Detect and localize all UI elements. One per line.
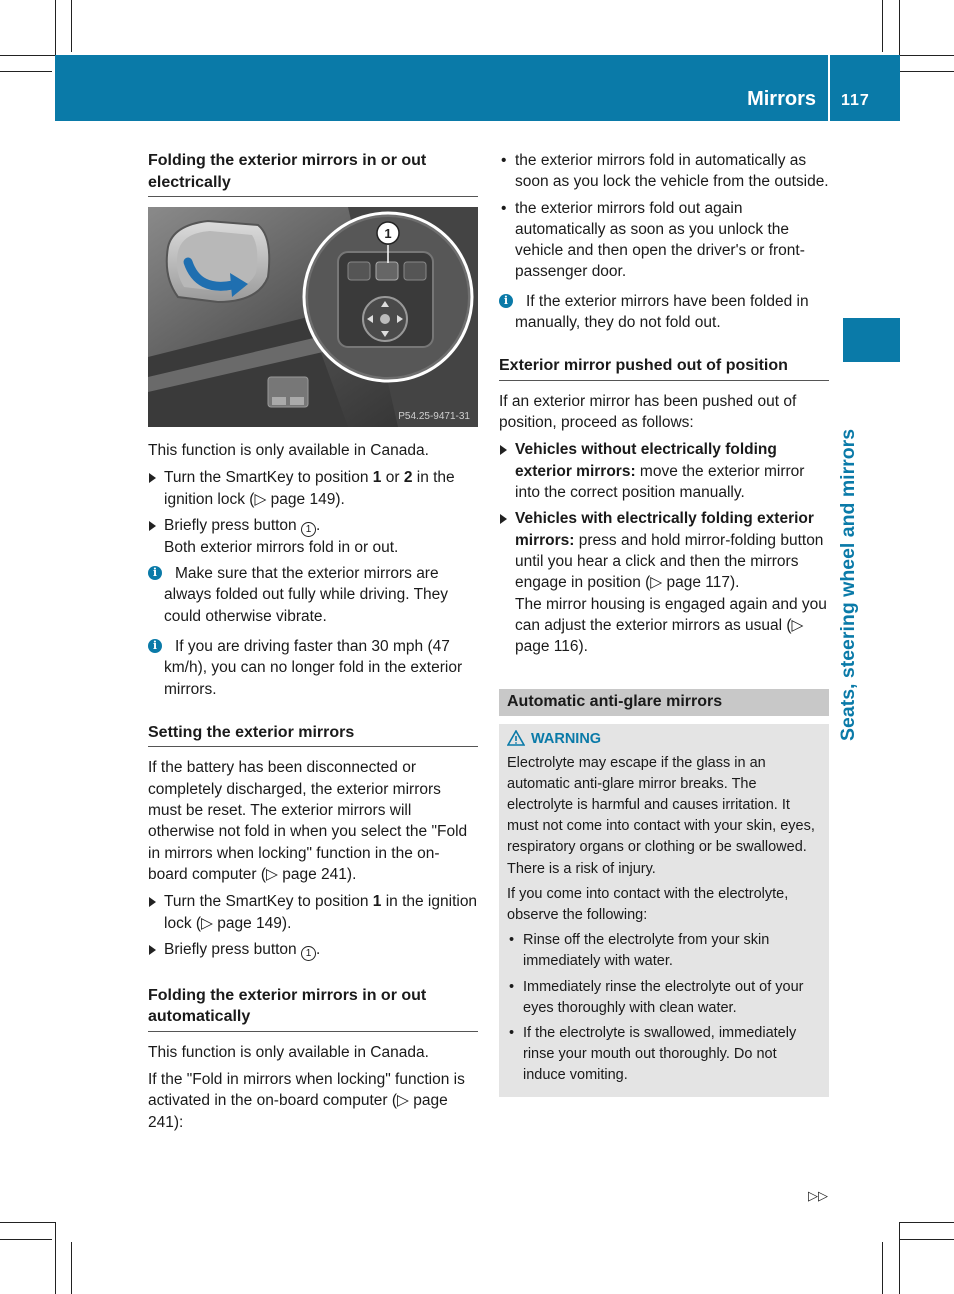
continuation-mark: ▷▷ bbox=[808, 1188, 828, 1203]
crop-mark bbox=[900, 55, 954, 56]
info-icon: i bbox=[499, 294, 513, 308]
figure-callout: 1 bbox=[384, 226, 392, 241]
paragraph: If the "Fold in mirrors when locking" function is activated in the on-board computer (▷ page 241): bbox=[148, 1071, 465, 1131]
crop-mark bbox=[71, 0, 72, 52]
crop-mark bbox=[0, 1222, 55, 1223]
section-heading: Folding the exterior mirrors in or out automatically bbox=[148, 985, 478, 1032]
info-note: i If you are driving faster than 30 mph (47 km/h), you can no longer fold in the exterior mirrors. bbox=[148, 636, 478, 700]
instruction-step: Turn the SmartKey to position 1 or 2 in the ignition lock (▷ page 149). bbox=[148, 467, 478, 510]
crop-mark bbox=[0, 71, 52, 72]
list-item: • Immediately rinse the electrolyte out of your eyes thoroughly with clean water. bbox=[507, 977, 821, 1019]
instruction-step: Briefly press button 1 . bbox=[148, 939, 478, 961]
info-icon: i bbox=[148, 566, 162, 580]
info-note: i Make sure that the exterior mirrors are always folded out fully while driving. They could otherwise vibrate. bbox=[148, 563, 478, 627]
list-item: • Rinse off the electrolyte from your skin immediately with water. bbox=[507, 930, 821, 972]
info-icon: i bbox=[148, 639, 162, 653]
crop-mark bbox=[900, 1222, 954, 1223]
list-item: • the exterior mirrors fold in automatically as soon as you lock the vehicle from the outside. bbox=[499, 150, 829, 193]
paragraph: If an exterior mirror has been pushed out of position, proceed as follows: bbox=[499, 392, 797, 432]
crop-mark bbox=[55, 1222, 56, 1294]
header-divider bbox=[828, 55, 830, 121]
figure-code: P54.25-9471-31 bbox=[398, 411, 470, 422]
crop-mark bbox=[900, 71, 954, 72]
crop-mark bbox=[55, 0, 56, 55]
info-note: i If the exterior mirrors have been folded in manually, they do not fold out. bbox=[499, 291, 829, 334]
right-column bbox=[499, 150, 829, 1097]
crop-mark bbox=[900, 1239, 954, 1240]
left-column bbox=[148, 150, 478, 1139]
crop-mark bbox=[0, 55, 55, 56]
chapter-label: Seats, steering wheel and mirrors bbox=[837, 428, 859, 741]
section-title: Mirrors bbox=[747, 88, 816, 110]
list-item: • the exterior mirrors fold out again automatically as soon as you unlock the vehicle and then open the driver's or front-passenger door. bbox=[499, 198, 829, 283]
button-callout: 1 bbox=[301, 522, 316, 537]
paragraph: If the battery has been disconnected or completely discharged, the exterior mirrors must be reset. The exterior mirrors will otherwise not fold in when you select the "Fold in mirrors when locking" function in the on-board computer (▷ page 241). bbox=[148, 759, 468, 883]
list-item: • If the electrolyte is swallowed, immediately rinse your mouth out thoroughly. Do not induce vomiting. bbox=[507, 1023, 821, 1087]
warning-paragraph: If you come into contact with the electrolyte, observe the following: bbox=[507, 885, 789, 924]
step-result: Both exterior mirrors fold in or out. bbox=[164, 538, 399, 556]
crop-mark bbox=[882, 0, 883, 52]
warning-icon bbox=[507, 730, 525, 746]
paragraph: This function is only available in Canada. bbox=[148, 1043, 429, 1061]
button-callout: 1 bbox=[301, 946, 316, 961]
section-heading: Folding the exterior mirrors in or out electrically bbox=[148, 150, 478, 197]
page-number: 117 bbox=[841, 92, 870, 109]
crop-mark bbox=[882, 1242, 883, 1294]
section-heading: Setting the exterior mirrors bbox=[148, 722, 478, 748]
instruction-step: Turn the SmartKey to position 1 in the ignition lock (▷ page 149). bbox=[148, 891, 478, 934]
step-result: The mirror housing is engaged again and you can adjust the exterior mirrors as usual (▷ page 116). bbox=[515, 595, 827, 656]
mirror-switch-figure bbox=[148, 207, 478, 427]
warning-title: WARNING bbox=[507, 729, 821, 750]
paragraph: This function is only available in Canada. bbox=[148, 442, 429, 459]
section-heading-shaded: Automatic anti-glare mirrors bbox=[499, 689, 829, 716]
section-heading: Exterior mirror pushed out of position bbox=[499, 355, 829, 381]
page-header bbox=[55, 55, 900, 121]
instruction-step: Briefly press button 1 . Both exterior mirrors fold in or out. bbox=[148, 515, 478, 558]
warning-paragraph: Electrolyte may escape if the glass in an automatic anti-glare mirror breaks. The electrolyte is harmful and causes irritation. It must not come into contact with your skin, eyes, respiratory organs or clothing or be swallowed. There is a risk of injury. bbox=[507, 754, 815, 877]
crop-mark bbox=[0, 1239, 52, 1240]
crop-mark bbox=[71, 1242, 72, 1294]
crop-mark bbox=[899, 1222, 900, 1294]
door-panel-illustration bbox=[148, 207, 478, 427]
warning-box bbox=[499, 724, 829, 1096]
instruction-step: Vehicles with electrically folding exterior mirrors: press and hold mirror-folding button until you hear a click and then the mirrors engage in position (▷ page 117). The mirror housing is engaged again and you can adjust the exterior mirrors as usual (▷ page 116). bbox=[499, 508, 829, 657]
crop-mark bbox=[899, 0, 900, 55]
instruction-step: Vehicles without electrically folding exterior mirrors: move the exterior mirror into the correct position manually. bbox=[499, 439, 829, 503]
